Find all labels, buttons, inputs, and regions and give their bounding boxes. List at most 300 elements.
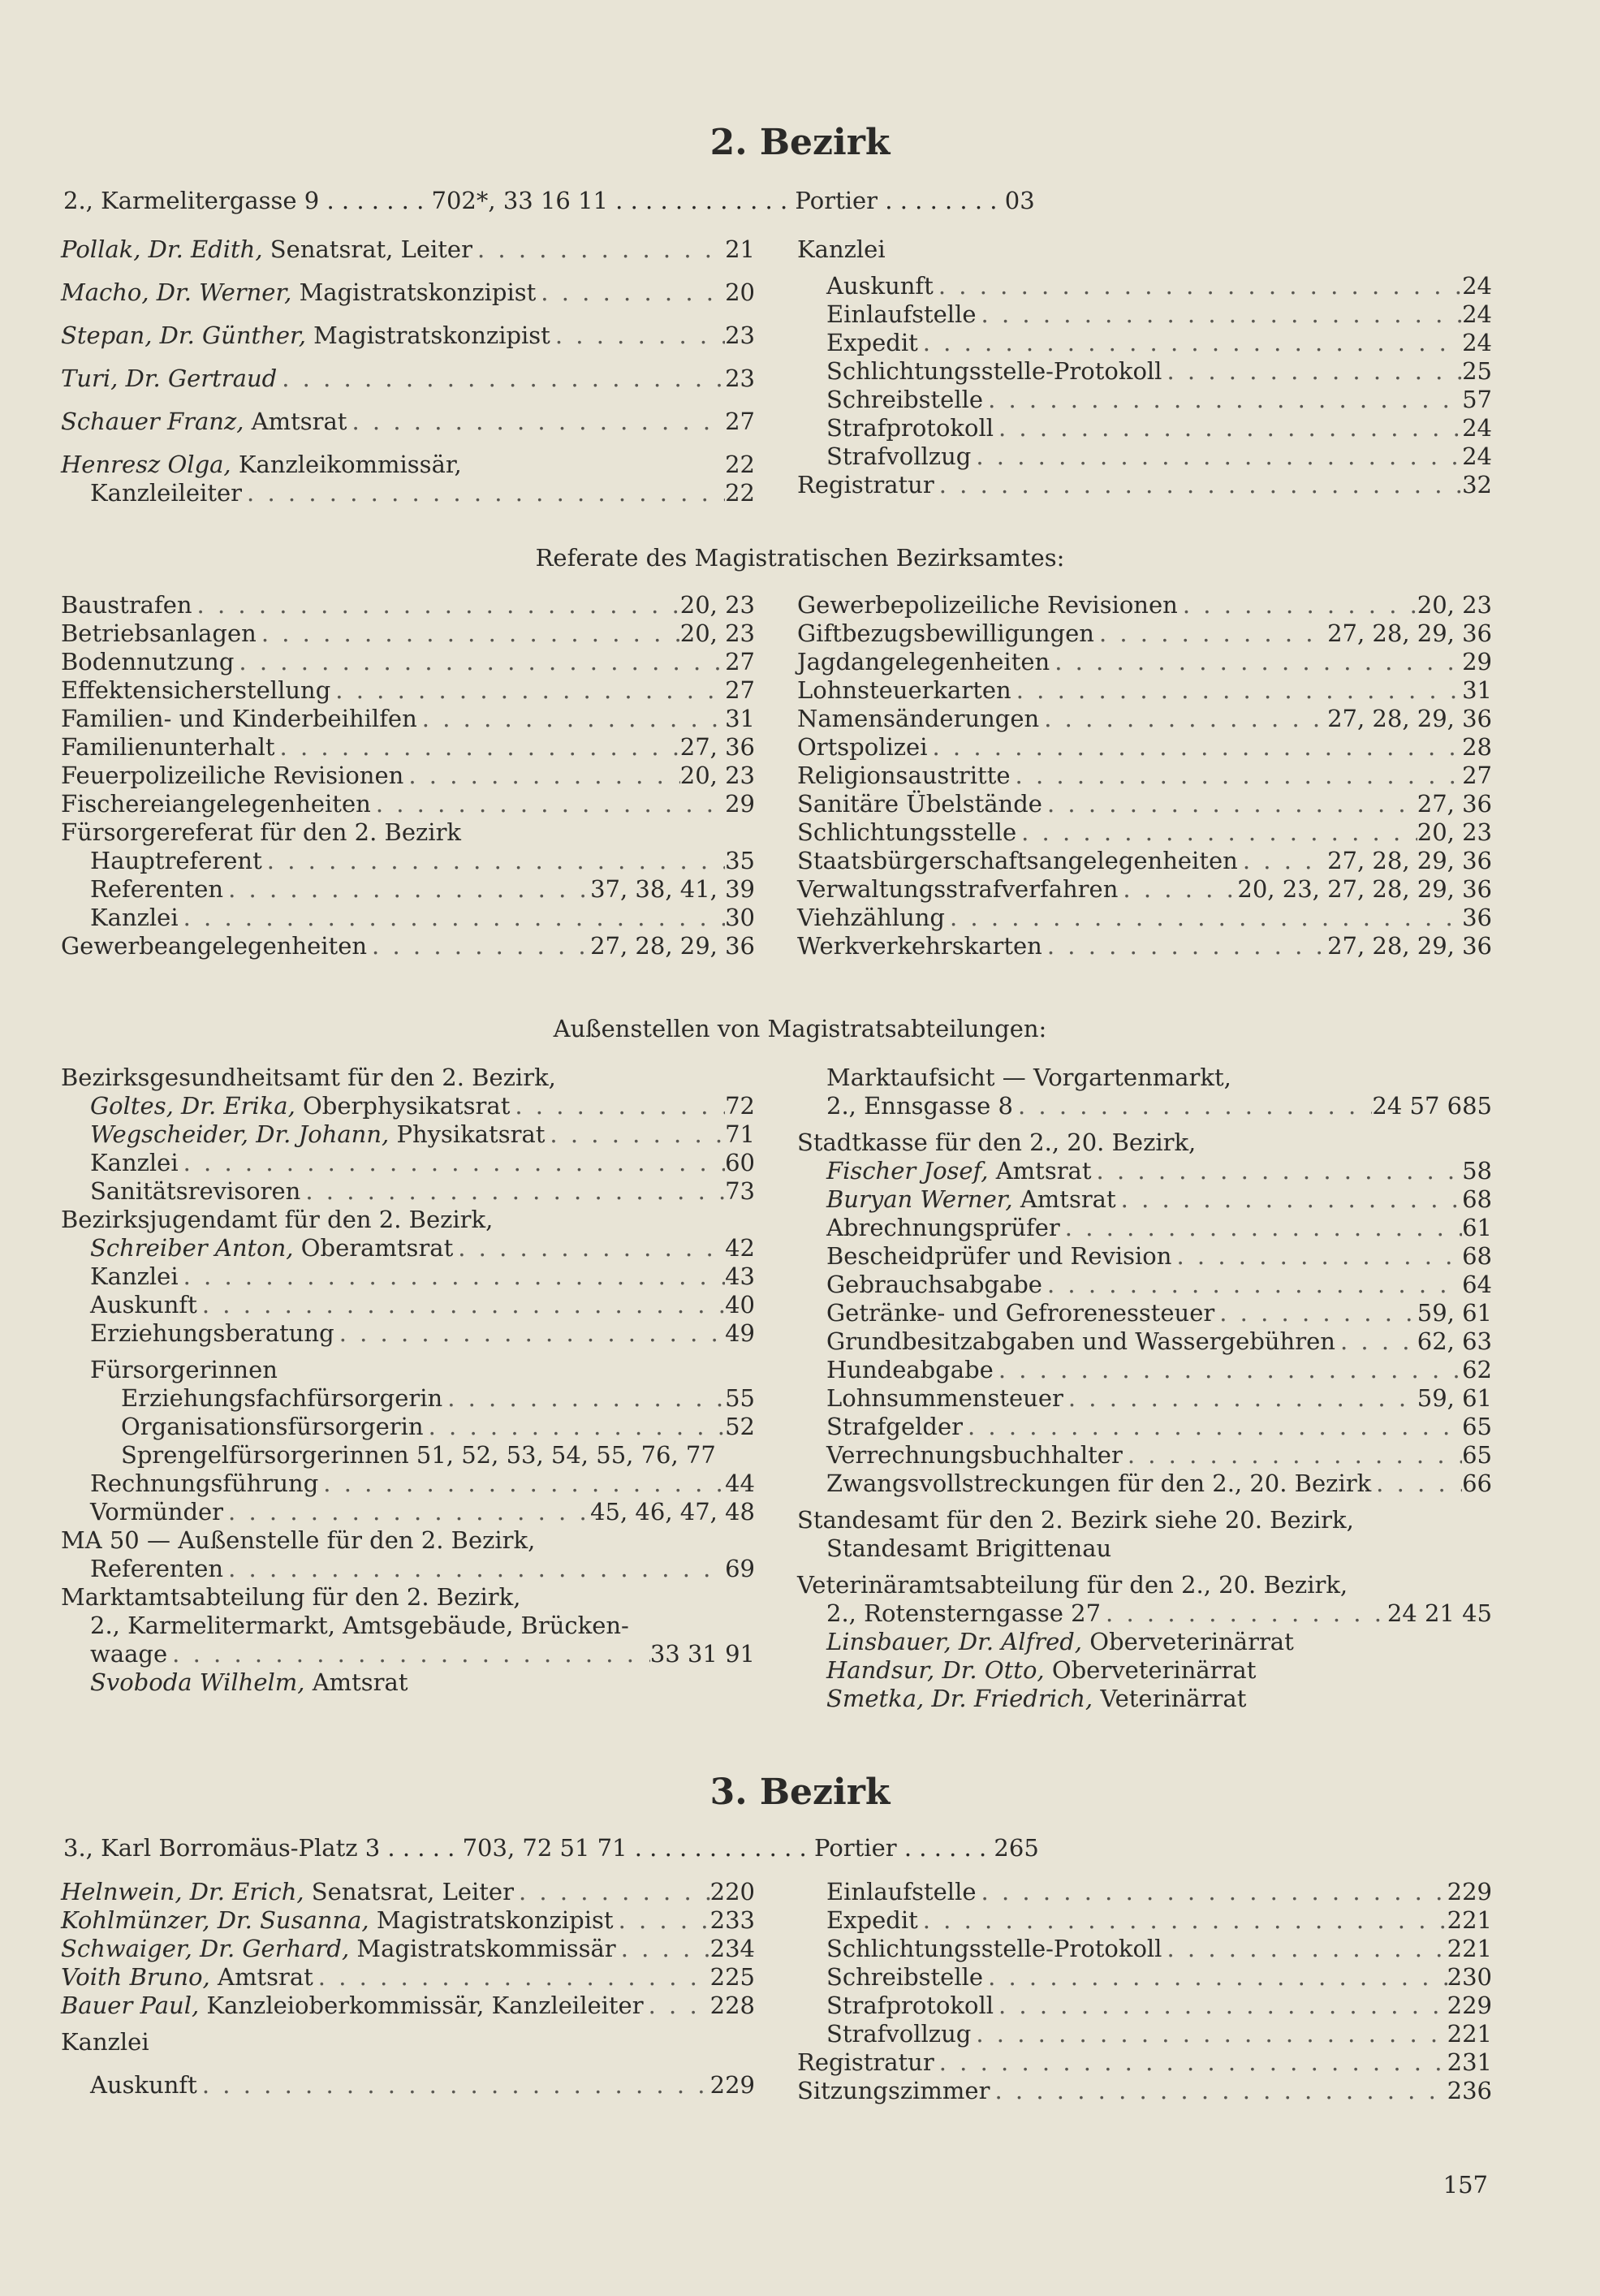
item-label: Wegscheider, Dr. Johann, bbox=[90, 1120, 390, 1148]
kanzlei-label-text: Kanzlei bbox=[797, 235, 886, 263]
list-item bbox=[797, 442, 1492, 471]
list-item bbox=[797, 1356, 1492, 1384]
item-label: Smetka, Dr. Friedrich, bbox=[826, 1685, 1093, 1712]
item-extension: 27, 28, 29, 36 bbox=[1327, 619, 1492, 647]
item-extension: 27 bbox=[1462, 762, 1492, 789]
list-item bbox=[797, 1656, 1492, 1685]
item-label: Auskunft bbox=[826, 272, 934, 300]
referate-right bbox=[797, 591, 1492, 960]
list-item bbox=[797, 1413, 1492, 1441]
leader-dots bbox=[918, 329, 1462, 357]
item-extension: 72 bbox=[725, 1092, 755, 1120]
item-extension: 220 bbox=[709, 1878, 755, 1905]
item-label: Staatsbürgerschaftsangelegenheiten bbox=[797, 847, 1238, 874]
leader-dots bbox=[1162, 1935, 1447, 1963]
item-label: Sanitätsrevisoren bbox=[90, 1177, 301, 1205]
item-label: Jagdangelegenheiten bbox=[797, 648, 1050, 675]
leader-dots bbox=[1214, 1299, 1417, 1327]
item-label: Verrechnungsbuchhalter bbox=[826, 1441, 1123, 1469]
leader-dots bbox=[1238, 847, 1327, 875]
leader-dots bbox=[990, 2077, 1447, 2105]
list-item bbox=[61, 619, 755, 648]
leader-dots bbox=[945, 904, 1462, 932]
leader-dots bbox=[994, 1356, 1462, 1384]
leader-dots bbox=[1178, 591, 1417, 619]
item-extension: 57 bbox=[1462, 386, 1492, 413]
list-item bbox=[797, 932, 1492, 960]
leader-dots bbox=[453, 1234, 725, 1262]
item-extension: 20, 23 bbox=[679, 619, 755, 647]
list-item bbox=[797, 1534, 1492, 1563]
leader-dots bbox=[1016, 818, 1417, 847]
section-2-kanzlei bbox=[797, 235, 1492, 499]
item-role: Oberveterinärrat bbox=[1082, 1628, 1294, 1655]
item-label: Giftbezugsbewilligungen bbox=[797, 619, 1094, 647]
item-extension: 40 bbox=[725, 1291, 755, 1318]
item-label: Expedit bbox=[826, 329, 918, 356]
item-label: Auskunft bbox=[90, 2071, 197, 2099]
leader-dots bbox=[334, 1319, 725, 1348]
item-label: Kanzleileiter bbox=[90, 479, 243, 507]
leader-dots bbox=[197, 2071, 710, 2100]
list-item bbox=[797, 591, 1492, 619]
leader-dots bbox=[616, 1935, 710, 1963]
leader-dots bbox=[514, 1878, 710, 1906]
leader-dots bbox=[983, 386, 1462, 414]
item-extension: 23 bbox=[725, 365, 755, 392]
item-label: Bezirksgesundheitsamt für den 2. Bezirk, bbox=[61, 1064, 556, 1091]
list-item bbox=[797, 1271, 1492, 1299]
leader-dots bbox=[1116, 1185, 1462, 1214]
item-label: Registratur bbox=[797, 2048, 934, 2076]
item-extension: 20, 23, 27, 28, 29, 36 bbox=[1237, 875, 1492, 903]
leader-dots bbox=[179, 1149, 725, 1177]
leader-dots bbox=[927, 733, 1462, 762]
referate-title: Referate des Magistratischen Bezirksamtes: bbox=[535, 544, 1065, 572]
staff-row bbox=[61, 408, 755, 436]
item-label: Erziehungsfachfürsorgerin bbox=[121, 1384, 443, 1412]
staff-row bbox=[61, 278, 755, 307]
item-label: Familien- und Kinderbeihilfen bbox=[61, 705, 417, 732]
item-label: Werkverkehrskarten bbox=[797, 932, 1042, 960]
section-3-address: 3., Karl Borromäus-Platz 3 . . . . . 703, 72 51 71 . . . . . . . . . . . . Portier . . . . . . 265 bbox=[63, 1834, 1039, 1862]
item-extension: 58 bbox=[1462, 1157, 1492, 1185]
item-extension: 233 bbox=[709, 1906, 755, 1934]
list-item bbox=[797, 1470, 1492, 1498]
list-item bbox=[797, 1092, 1492, 1120]
item-extension: 45, 46, 47, 48 bbox=[590, 1498, 755, 1526]
list-item bbox=[61, 1526, 755, 1555]
item-label: Effektensicherstellung bbox=[61, 676, 331, 704]
item-extension: 29 bbox=[725, 790, 755, 818]
item-extension: 27 bbox=[725, 648, 755, 675]
list-item bbox=[61, 705, 755, 733]
item-extension: 32 bbox=[1462, 471, 1492, 498]
item-extension: 31 bbox=[1462, 676, 1492, 704]
list-item bbox=[61, 1291, 755, 1319]
list-item bbox=[61, 1498, 755, 1526]
leader-dots bbox=[242, 479, 725, 507]
list-item bbox=[61, 1583, 755, 1612]
list-item bbox=[61, 932, 755, 960]
item-label: Getränke- und Gefrorenessteuer bbox=[826, 1299, 1215, 1327]
list-item bbox=[797, 2020, 1492, 2048]
leader-dots bbox=[983, 1963, 1447, 1992]
item-extension: 27 bbox=[725, 408, 755, 435]
leader-dots bbox=[934, 2048, 1447, 2077]
item-label: Familienunterhalt bbox=[61, 733, 275, 761]
leader-dots bbox=[313, 1963, 710, 1992]
item-extension: 24 21 45 bbox=[1387, 1599, 1492, 1627]
list-item bbox=[61, 790, 755, 818]
item-label: Stepan, Dr. Günther, bbox=[61, 322, 306, 349]
item-label: Schlichtungsstelle-Protokoll bbox=[826, 1935, 1162, 1962]
item-label: Schlichtungsstelle bbox=[797, 818, 1017, 846]
list-item bbox=[61, 648, 755, 676]
item-label: Sitzungszimmer bbox=[797, 2077, 990, 2104]
list-item bbox=[797, 1685, 1492, 1713]
item-label: Referenten bbox=[90, 1555, 224, 1582]
item-label: Goltes, Dr. Erika, bbox=[90, 1092, 295, 1120]
leader-dots bbox=[1039, 705, 1327, 733]
item-extension: 22 bbox=[725, 479, 755, 507]
aussenstellen-title: Außenstellen von Magistratsabteilungen: bbox=[553, 1015, 1047, 1042]
list-item bbox=[797, 2048, 1492, 2077]
item-role: Amtsrat bbox=[988, 1157, 1092, 1185]
leader-dots bbox=[275, 733, 680, 762]
item-extension: 229 bbox=[1447, 1878, 1492, 1905]
item-label: Fischereiangelegenheiten bbox=[61, 790, 371, 818]
item-extension: 28 bbox=[1462, 733, 1492, 761]
list-item bbox=[797, 1906, 1492, 1935]
list-item bbox=[61, 1668, 755, 1697]
item-label: Feuerpolizeiliche Revisionen bbox=[61, 762, 404, 789]
list-item bbox=[797, 676, 1492, 705]
leader-dots bbox=[371, 790, 725, 818]
leader-dots bbox=[1011, 676, 1462, 705]
staff-row-cont bbox=[61, 479, 755, 507]
leader-dots bbox=[347, 408, 725, 436]
item-label: 2., Rotensterngasse 27 bbox=[826, 1599, 1102, 1627]
item-extension: 36 bbox=[1462, 904, 1492, 931]
item-label: Hauptreferent bbox=[90, 847, 262, 874]
list-item bbox=[61, 2071, 755, 2100]
list-item bbox=[797, 471, 1492, 499]
item-label: Abrechnungsprüfer bbox=[826, 1214, 1060, 1241]
leader-dots bbox=[1013, 1092, 1372, 1120]
item-label: Henresz Olga, bbox=[61, 451, 231, 478]
list-item bbox=[797, 1506, 1492, 1534]
item-label: Hundeabgabe bbox=[826, 1356, 994, 1383]
list-item bbox=[797, 1935, 1492, 1963]
item-label: Bescheidprüfer und Revision bbox=[826, 1242, 1172, 1270]
leader-dots bbox=[442, 1384, 725, 1413]
item-role: Magistratskonzipist bbox=[369, 1906, 614, 1934]
leader-dots bbox=[550, 322, 725, 350]
section-3-staff bbox=[61, 1878, 755, 2100]
list-item bbox=[797, 1571, 1492, 1599]
list-item bbox=[797, 1327, 1492, 1356]
item-role: Kanzleioberkommissär, Kanzleileiter bbox=[199, 1992, 644, 2019]
staff-row bbox=[61, 365, 755, 393]
item-label: Kohlmünzer, Dr. Susanna, bbox=[61, 1906, 369, 1934]
item-extension: 62, 63 bbox=[1417, 1327, 1492, 1355]
item-extension: 24 bbox=[1462, 442, 1492, 470]
list-item bbox=[797, 1441, 1492, 1470]
list-item bbox=[61, 1319, 755, 1348]
leader-dots bbox=[257, 619, 680, 648]
list-item bbox=[797, 1963, 1492, 1992]
list-item bbox=[797, 790, 1492, 818]
item-label: Kanzlei bbox=[90, 1149, 179, 1176]
list-item bbox=[61, 1555, 755, 1583]
item-label: Religionsaustritte bbox=[797, 762, 1011, 789]
section-3-kanzlei bbox=[797, 1878, 1492, 2105]
list-item bbox=[797, 300, 1492, 329]
item-extension: 24 bbox=[1462, 329, 1492, 356]
leader-dots bbox=[192, 591, 680, 619]
list-item bbox=[797, 733, 1492, 762]
item-label: Verwaltungsstrafverfahren bbox=[797, 875, 1119, 903]
leader-dots bbox=[971, 2020, 1447, 2048]
item-label: Marktamtsabteilung für den 2. Bezirk, bbox=[61, 1583, 521, 1611]
item-extension: 27 bbox=[725, 676, 755, 704]
item-label: Schreibstelle bbox=[826, 1963, 984, 1991]
list-item bbox=[797, 1214, 1492, 1242]
leader-dots bbox=[223, 1555, 725, 1583]
item-role: Veterinärrat bbox=[1093, 1685, 1247, 1712]
list-item bbox=[797, 357, 1492, 386]
item-label: Fischer Josef, bbox=[826, 1157, 989, 1185]
leader-dots bbox=[545, 1120, 725, 1149]
list-item bbox=[61, 1177, 755, 1206]
list-item bbox=[61, 875, 755, 904]
item-label: Rechnungsführung bbox=[90, 1470, 319, 1497]
leader-dots bbox=[644, 1992, 710, 2020]
staff-row bbox=[61, 1963, 755, 1992]
item-label: Referenten bbox=[90, 875, 224, 903]
leader-dots bbox=[1371, 1470, 1462, 1498]
list-item bbox=[797, 1129, 1492, 1157]
list-item bbox=[61, 1092, 755, 1120]
list-item bbox=[797, 1878, 1492, 1906]
item-label: Sprengelfürsorgerinnen 51, 52, 53, 54, 55, 76, 77 bbox=[121, 1441, 716, 1469]
item-extension: 35 bbox=[725, 847, 755, 874]
list-item bbox=[61, 1384, 755, 1413]
staff-row bbox=[61, 322, 755, 350]
item-label: Standesamt Brigittenau bbox=[826, 1534, 1112, 1562]
item-extension: 27, 28, 29, 36 bbox=[1327, 705, 1492, 732]
item-extension: 62 bbox=[1462, 1356, 1492, 1383]
item-extension: 71 bbox=[725, 1120, 755, 1148]
item-extension: 59, 61 bbox=[1417, 1299, 1492, 1327]
item-extension: 31 bbox=[725, 705, 755, 732]
item-label: Sanitäre Übelstände bbox=[797, 790, 1042, 818]
item-label: Strafprotokoll bbox=[826, 414, 994, 442]
item-extension: 230 bbox=[1447, 1963, 1492, 1991]
item-label: Standesamt für den 2. Bezirk siehe 20. Bezirk, bbox=[797, 1506, 1354, 1534]
item-extension: 73 bbox=[725, 1177, 755, 1205]
item-extension: 229 bbox=[1447, 1992, 1492, 2019]
referate-left bbox=[61, 591, 755, 960]
list-item bbox=[797, 414, 1492, 442]
leader-dots bbox=[1335, 1327, 1417, 1356]
list-item bbox=[797, 1185, 1492, 1214]
list-item bbox=[797, 904, 1492, 932]
item-extension: 64 bbox=[1462, 1271, 1492, 1298]
list-item bbox=[797, 1157, 1492, 1185]
list-item bbox=[61, 1262, 755, 1291]
leader-dots bbox=[994, 414, 1462, 442]
list-item bbox=[61, 847, 755, 875]
item-role: Magistratskonzipist bbox=[291, 278, 537, 306]
item-extension: 24 bbox=[1462, 414, 1492, 442]
item-label: Bezirksjugendamt für den 2. Bezirk, bbox=[61, 1206, 494, 1233]
item-extension: 24 bbox=[1462, 272, 1492, 300]
list-item bbox=[61, 904, 755, 932]
staff-row bbox=[61, 1992, 755, 2020]
item-label: Handsur, Dr. Otto, bbox=[826, 1656, 1045, 1684]
aussenstellen-right bbox=[797, 1064, 1492, 1713]
item-extension: 20, 23 bbox=[1417, 591, 1492, 619]
item-role: Amtsrat bbox=[1012, 1185, 1116, 1213]
item-extension: 27, 28, 29, 36 bbox=[590, 932, 755, 960]
item-extension: 43 bbox=[725, 1262, 755, 1290]
leader-dots bbox=[918, 1906, 1447, 1935]
item-extension: 60 bbox=[725, 1149, 755, 1176]
list-item bbox=[797, 1599, 1492, 1628]
leader-dots bbox=[197, 1291, 725, 1319]
item-extension: 20, 23 bbox=[679, 591, 755, 619]
list-item bbox=[61, 1356, 755, 1384]
leader-dots bbox=[1118, 875, 1237, 904]
leader-dots bbox=[536, 278, 725, 307]
item-label: Gewerbepolizeiliche Revisionen bbox=[797, 591, 1178, 619]
item-extension: 66 bbox=[1462, 1470, 1492, 1497]
list-item bbox=[797, 1299, 1492, 1327]
item-label: Bodennutzung bbox=[61, 648, 235, 675]
item-label: Strafprotokoll bbox=[826, 1992, 994, 2019]
leader-dots bbox=[424, 1413, 726, 1441]
item-extension: 221 bbox=[1447, 2020, 1492, 2048]
page-number: 157 bbox=[1443, 2171, 1488, 2199]
item-label: Schauer Franz, bbox=[61, 408, 244, 435]
item-extension: 68 bbox=[1462, 1242, 1492, 1270]
item-label: Marktaufsicht — Vorgartenmarkt, bbox=[826, 1064, 1231, 1091]
item-role: Physikatsrat bbox=[389, 1120, 546, 1148]
item-extension: 49 bbox=[725, 1319, 755, 1347]
leader-dots bbox=[614, 1906, 710, 1935]
leader-dots bbox=[262, 847, 725, 875]
item-label: Ortspolizei bbox=[797, 733, 928, 761]
leader-dots bbox=[994, 1992, 1447, 2020]
leader-dots bbox=[510, 1092, 725, 1120]
list-item bbox=[797, 847, 1492, 875]
item-label: Helnwein, Dr. Erich, bbox=[61, 1878, 304, 1905]
item-label: Gewerbeangelegenheiten bbox=[61, 932, 368, 960]
list-item bbox=[61, 818, 755, 847]
item-role: Kanzleikommissär, bbox=[231, 451, 462, 478]
item-extension: 65 bbox=[1462, 1441, 1492, 1469]
list-item bbox=[61, 591, 755, 619]
leader-dots bbox=[963, 1413, 1462, 1441]
item-extension: 69 bbox=[725, 1555, 755, 1582]
item-role: Magistratskommissär bbox=[349, 1935, 616, 1962]
leader-dots bbox=[179, 1262, 725, 1291]
list-item bbox=[797, 386, 1492, 414]
list-item bbox=[61, 676, 755, 705]
item-label: Voith Bruno, bbox=[61, 1963, 210, 1991]
item-label: waage bbox=[90, 1640, 168, 1668]
leader-dots bbox=[417, 705, 725, 733]
item-label: Einlaufstelle bbox=[826, 1878, 977, 1905]
leader-dots bbox=[1171, 1242, 1462, 1271]
leader-dots bbox=[1042, 1271, 1462, 1299]
leader-dots bbox=[977, 300, 1463, 329]
item-label: Schreiber Anton, bbox=[90, 1234, 294, 1262]
leader-dots bbox=[1101, 1599, 1387, 1628]
item-label: Kanzlei bbox=[90, 1262, 179, 1290]
item-label: MA 50 — Außenstelle für den 2. Bezirk, bbox=[61, 1526, 536, 1554]
item-label: Einlaufstelle bbox=[826, 300, 977, 328]
item-extension: 24 bbox=[1462, 300, 1492, 328]
list-item bbox=[61, 1441, 755, 1470]
list-item bbox=[61, 733, 755, 762]
item-label: Betriebsanlagen bbox=[61, 619, 257, 647]
leader-dots bbox=[1123, 1441, 1462, 1470]
item-extension: 20 bbox=[725, 278, 755, 306]
list-item bbox=[61, 1206, 755, 1234]
list-item bbox=[797, 272, 1492, 300]
item-label: Stadtkasse für den 2., 20. Bezirk, bbox=[797, 1129, 1197, 1156]
leader-dots bbox=[223, 1498, 590, 1526]
item-role: Oberphysikatsrat bbox=[295, 1092, 511, 1120]
list-item bbox=[61, 1640, 755, 1668]
kanzlei-label bbox=[797, 235, 1492, 264]
item-extension: 59, 61 bbox=[1417, 1384, 1492, 1412]
staff-row bbox=[61, 1935, 755, 1963]
item-label: Veterinäramtsabteilung für den 2., 20. Bezirk, bbox=[797, 1571, 1348, 1599]
item-label: Buryan Werner, bbox=[826, 1185, 1013, 1213]
item-extension: 25 bbox=[1462, 357, 1492, 385]
item-extension: 30 bbox=[725, 904, 755, 931]
leader-dots bbox=[223, 875, 590, 904]
item-extension: 21 bbox=[725, 235, 755, 263]
list-item bbox=[797, 1384, 1492, 1413]
leader-dots bbox=[403, 762, 679, 790]
list-item bbox=[61, 1470, 755, 1498]
leader-dots bbox=[234, 648, 725, 676]
item-extension: 20, 23 bbox=[1417, 818, 1492, 846]
item-label: Turi, Dr. Gertraud bbox=[61, 365, 278, 392]
staff-row bbox=[61, 235, 755, 264]
leader-dots bbox=[300, 1177, 725, 1206]
item-role: Magistratskonzipist bbox=[305, 322, 550, 349]
leader-dots bbox=[1162, 357, 1462, 386]
item-extension: 225 bbox=[709, 1963, 755, 1991]
section-2-address: 2., Karmelitergasse 9 . . . . . . . 702*, 33 16 11 . . . . . . . . . . . . Portier . . . . . . . . 03 bbox=[63, 187, 1035, 214]
list-item bbox=[797, 329, 1492, 357]
item-label: 2., Karmelitermarkt, Amtsgebäude, Brücken- bbox=[90, 1612, 629, 1639]
item-label: Fürsorgereferat für den 2. Bezirk bbox=[61, 818, 461, 846]
item-extension: 228 bbox=[709, 1992, 755, 2019]
item-role: Amtsrat bbox=[304, 1668, 408, 1696]
leader-dots bbox=[277, 365, 725, 393]
item-label: 2., Ennsgasse 8 bbox=[826, 1092, 1013, 1120]
item-label: Organisationsfürsorgerin bbox=[121, 1413, 424, 1440]
item-extension: 65 bbox=[1462, 1413, 1492, 1440]
section-2-staff bbox=[61, 235, 755, 507]
